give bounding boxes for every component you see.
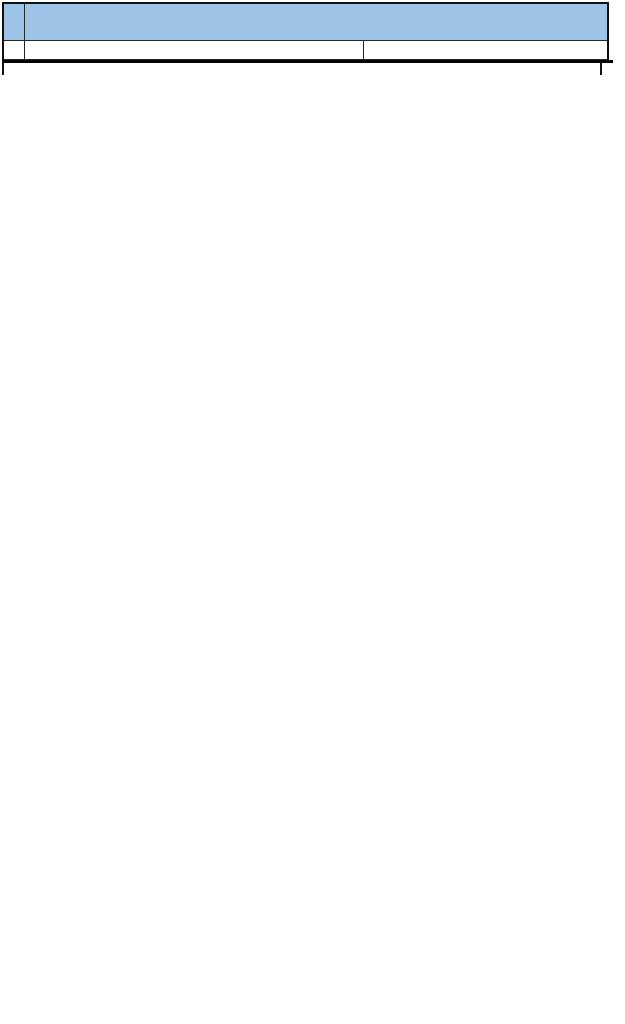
cutoff-partial-row [4,63,600,75]
leaderboard-table [2,2,609,75]
points-column-header [364,41,607,59]
name-column-header [25,41,364,59]
table-lower-section [2,63,602,75]
title-row-rank-cell [4,4,25,40]
rank-column-header [4,41,25,59]
title-row [4,4,607,41]
column-header-row [4,41,607,60]
page-title [25,4,607,40]
table-upper-section [2,2,609,63]
